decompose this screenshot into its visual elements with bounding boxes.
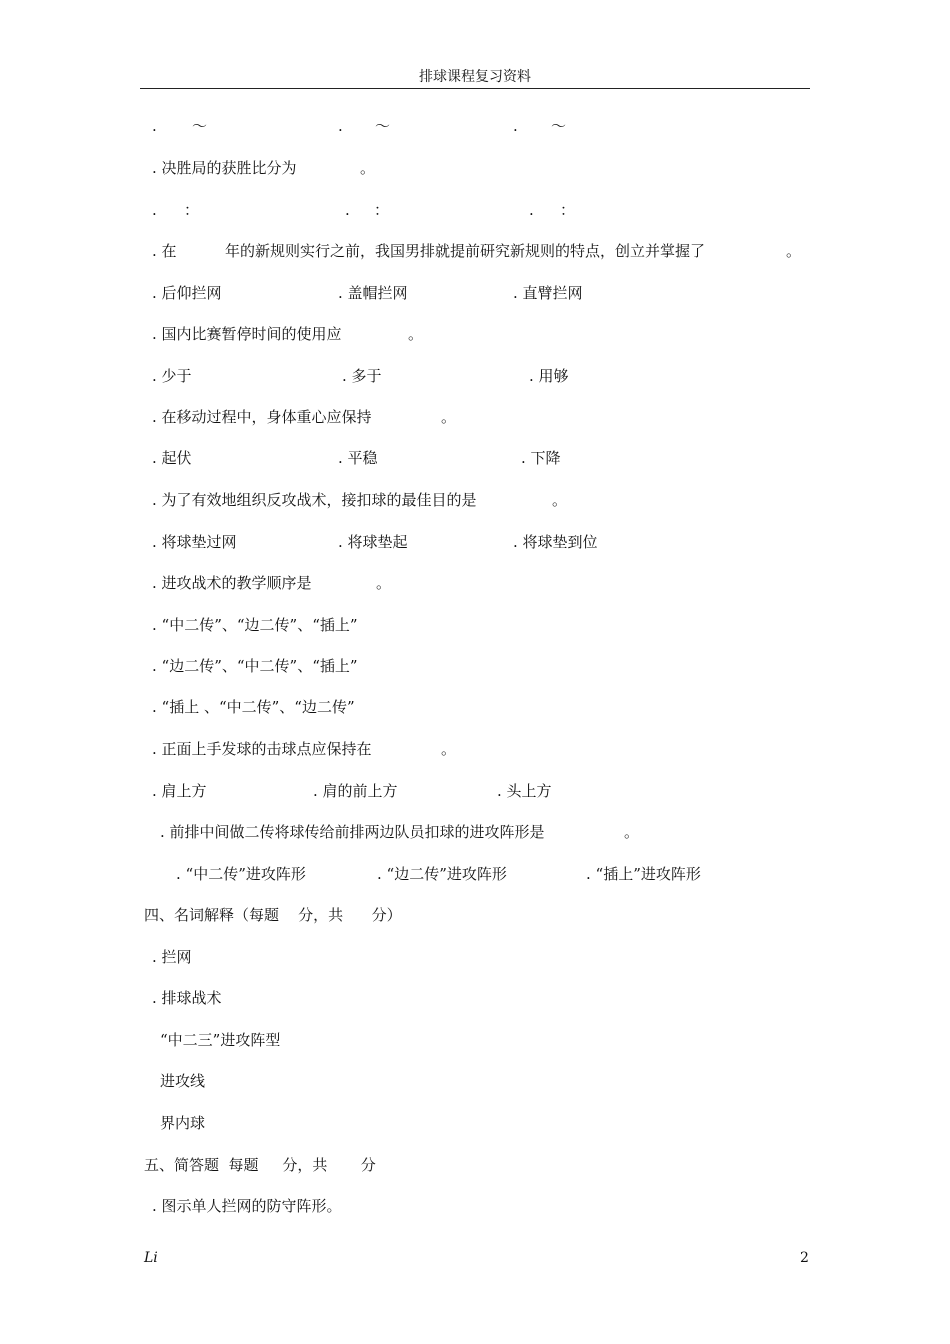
- page-header-title: 排球课程复习资料: [419, 69, 531, 85]
- option-b-tilde: ～: [375, 117, 391, 135]
- option-b: . 肩的前上方: [313, 782, 398, 800]
- option-a: . 少于: [152, 367, 192, 385]
- header-divider: [140, 88, 810, 89]
- question-stem: . 正面上手发球的击球点应保持在: [152, 740, 372, 758]
- option-a: .: [152, 117, 157, 135]
- section-heading: 五、简答题 每题 分，共 分: [144, 1156, 376, 1174]
- question-stem: . 国内比赛暂停时间的使用应: [152, 325, 342, 343]
- option-b: . 平稳: [338, 449, 378, 467]
- question-end: 。: [376, 574, 392, 592]
- term-item: 进攻线: [160, 1072, 206, 1090]
- option-b: .: [338, 117, 343, 135]
- footer-author: Li: [144, 1250, 158, 1266]
- question-end: 。: [441, 408, 457, 426]
- option-b: .: [345, 201, 350, 219]
- term-item: “中二三”进攻阵型: [160, 1031, 281, 1049]
- option-c: .: [513, 117, 518, 135]
- option-a: . 肩上方: [152, 782, 207, 800]
- option-a: . 将球垫过网: [152, 533, 237, 551]
- option-a: . “中二传”、“边二传”、“插上”: [152, 616, 358, 634]
- option-c: . 用够: [529, 367, 569, 385]
- option-b: . 盖帽拦网: [338, 284, 408, 302]
- page-number: 2: [800, 1250, 809, 1266]
- option-b: . “边二传”进攻阵形: [377, 865, 507, 883]
- question-end: 。: [441, 740, 457, 758]
- option-b-colon: ：: [374, 201, 390, 219]
- option-c-colon: ：: [560, 201, 576, 219]
- question-stem: . 在: [152, 242, 177, 260]
- option-c-tilde: ～: [551, 117, 567, 135]
- option-c: . “插上”进攻阵形: [586, 865, 701, 883]
- question-stem: . 决胜局的获胜比分为: [152, 159, 297, 177]
- question-end: 。: [624, 823, 640, 841]
- option-b: . 将球垫起: [338, 533, 408, 551]
- question-end: 。: [786, 242, 802, 260]
- option-a: . “中二传”进攻阵形: [176, 865, 306, 883]
- question-stem: . 图示单人拦网的防守阵形。: [152, 1197, 342, 1215]
- question-end: 。: [408, 325, 424, 343]
- option-c: .: [529, 201, 534, 219]
- question-stem: . 为了有效地组织反攻战术，接扣球的最佳目的是: [152, 491, 477, 509]
- term-item: 界内球: [160, 1114, 206, 1132]
- question-end: 。: [360, 159, 376, 177]
- option-a-colon: ：: [184, 201, 200, 219]
- option-c: . 头上方: [497, 782, 552, 800]
- option-b: . 多于: [342, 367, 382, 385]
- option-b: . “边二传”、“中二传”、“插上”: [152, 657, 358, 675]
- question-stem: . 前排中间做二传将球传给前排两边队员扣球的进攻阵形是: [160, 823, 545, 841]
- option-c: . 下降: [521, 449, 561, 467]
- term-item: . 拦网: [152, 948, 192, 966]
- term-item: . 排球战术: [152, 989, 222, 1007]
- question-stem: . 进攻战术的教学顺序是: [152, 574, 312, 592]
- section-heading: 四、名词解释（每题 分，共 分）: [144, 906, 402, 924]
- option-a: .: [152, 201, 157, 219]
- option-a: . 后仰拦网: [152, 284, 222, 302]
- option-a: . 起伏: [152, 449, 192, 467]
- question-stem: . 在移动过程中，身体重心应保持: [152, 408, 372, 426]
- option-c: . “插上 、“中二传”、“边二传”: [152, 698, 355, 716]
- question-end: 。: [552, 491, 568, 509]
- option-c: . 直臂拦网: [513, 284, 583, 302]
- question-stem-cont: 年的新规则实行之前，我国男排就提前研究新规则的特点，创立并掌握了: [225, 242, 706, 260]
- option-c: . 将球垫到位: [513, 533, 598, 551]
- option-a-tilde: ～: [192, 117, 208, 135]
